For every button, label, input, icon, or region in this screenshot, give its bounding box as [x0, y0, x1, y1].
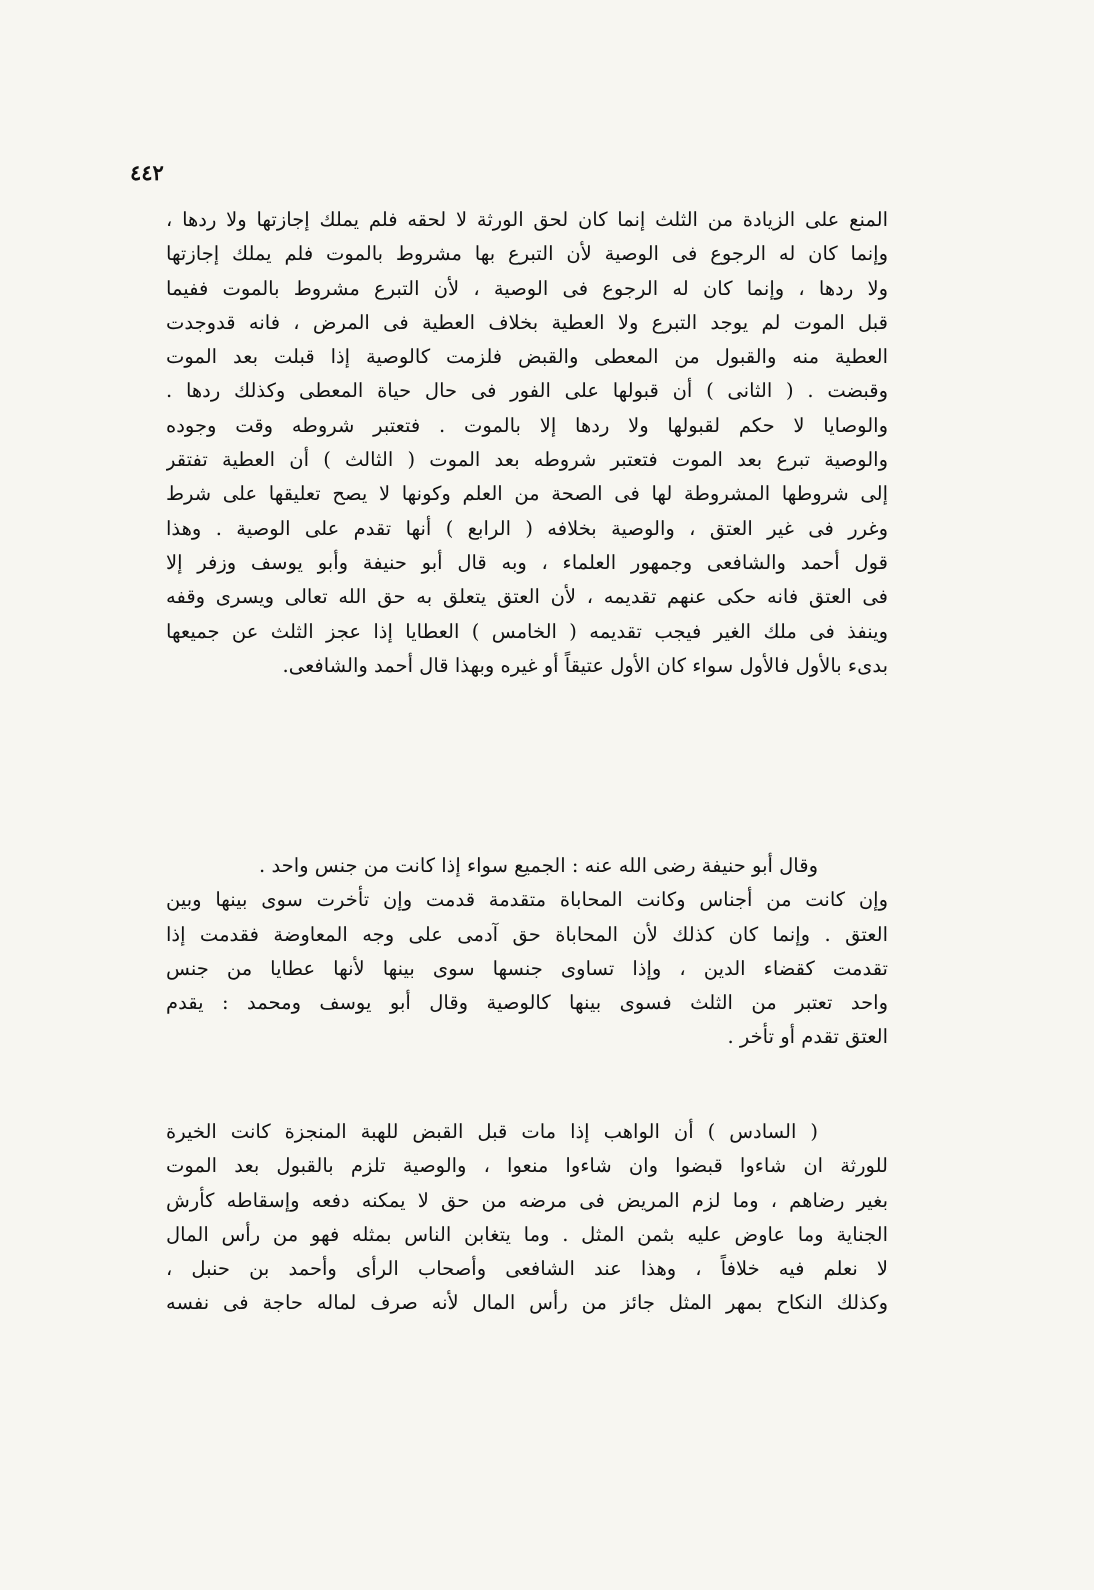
- text-line: والوصية تبرع بعد الموت فتعتبر شروطه بعد الموت ( الثالث ) أن العطية تفتقر: [166, 448, 888, 472]
- text-line: وقال أبو حنيفة رضى الله عنه : الجميع سواء إذا كانت من جنس واحد .: [259, 854, 818, 877]
- text-line: وإن كانت من أجناس وكانت المحاباة متقدمة قدمت وإن تأخرت سوى بينها وبين: [166, 888, 888, 912]
- text-line: تقدمت كقضاء الدين ، وإذا تساوى جنسها سوى بينها لأنها عطايا من جنس: [166, 956, 888, 980]
- text-line: إلى شروطها المشروطة لها فى الصحة من العلم وكونها لا يصح تعليقها على شرط: [166, 482, 888, 506]
- text-line: قول أحمد والشافعى وجمهور العلماء ، وبه قال أبو حنيفة وأبو يوسف وزفر إلا: [166, 550, 888, 574]
- text-line: لا نعلم فيه خلافاً ، وهذا عند الشافعى وأصحاب الرأى وأحمد بن حنبل ،: [166, 1257, 888, 1281]
- paragraph-1: [166, 203, 888, 683]
- text-line: وقبضت . ( الثانى ) أن قبولها على الفور فى حال حياة المعطى وكذلك ردها .: [166, 379, 888, 403]
- text-line: والوصايا لا حكم لقبولها ولا ردها إلا بالموت . فتعتبر شروطه وقت وجوده: [166, 413, 888, 437]
- text-line: وكذلك النكاح بمهر المثل جائز من رأس المال لأنه صرف لماله حاجة فى نفسه: [166, 1291, 888, 1315]
- text-line: قبل الموت لم يوجد التبرع ولا العطية بخلاف العطية فى المرض ، فانه قدوجدت: [166, 310, 888, 334]
- text-line: المنع على الزيادة من الثلث إنما كان لحق الورثة لا لحقه فلم يملك إجازتها ولا ردها ،: [166, 208, 888, 231]
- paragraph-3: [166, 1115, 888, 1321]
- text-line: ( السادس ) أن الواهب إذا مات قبل القبض للهبة المنجزة كانت الخيرة: [166, 1120, 818, 1143]
- text-line: واحد تعتبر من الثلث فسوى بينها كالوصية وقال أبو يوسف ومحمد : يقدم: [166, 991, 888, 1015]
- text-line: الجناية وما عاوض عليه بثمن المثل . وما يتغابن الناس بمثله فهو من رأس المال: [166, 1222, 888, 1246]
- text-line: ولا ردها ، وإنما كان له الرجوع فى الوصية ، لأن التبرع مشروط بالموت ففيما: [166, 276, 888, 300]
- text-line: بدىء بالأول فالأول سواء كان الأول عتيقاً أو غيره وبهذا قال أحمد والشافعى.: [282, 653, 888, 677]
- text-line: وغرر فى غير العتق ، والوصية بخلافه ( الرابع ) أنها تقدم على الوصية . وهذا: [166, 516, 888, 540]
- text-line: بغير رضاهم ، وما لزم المريض فى مرضه من حق لا يمكنه دفعه وإسقاطه كأرش: [166, 1188, 888, 1212]
- text-line: العتق . وإنما كان كذلك لأن المحاباة حق آدمى على وجه المعاوضة فقدمت إذا: [166, 922, 888, 946]
- text-line: العطية منه والقبول من المعطى والقبض فلزمت كالوصية إذا قبلت بعد الموت: [166, 345, 888, 369]
- text-line: فى العتق فانه حكى عنهم تقديمه ، لأن العتق يتعلق به حق الله تعالى ويسرى وقفه: [166, 585, 888, 609]
- paragraph-2: [166, 849, 888, 1055]
- text-line: وإنما كان له الرجوع فى الوصية لأن التبرع بها مشروط بالموت فلم يملك إجازتها: [166, 242, 888, 266]
- text-line: للورثة ان شاءوا قبضوا وان شاءوا منعوا ، والوصية تلزم بالقبول بعد الموت: [166, 1154, 888, 1178]
- page-number: ٤٤٢: [130, 160, 164, 185]
- text-line: وينفذ فى ملك الغير فيجب تقديمه ( الخامس ) العطايا إذا عجز الثلث عن جميعها: [166, 619, 888, 643]
- text-line: العتق تقدم أو تأخر .: [727, 1025, 888, 1049]
